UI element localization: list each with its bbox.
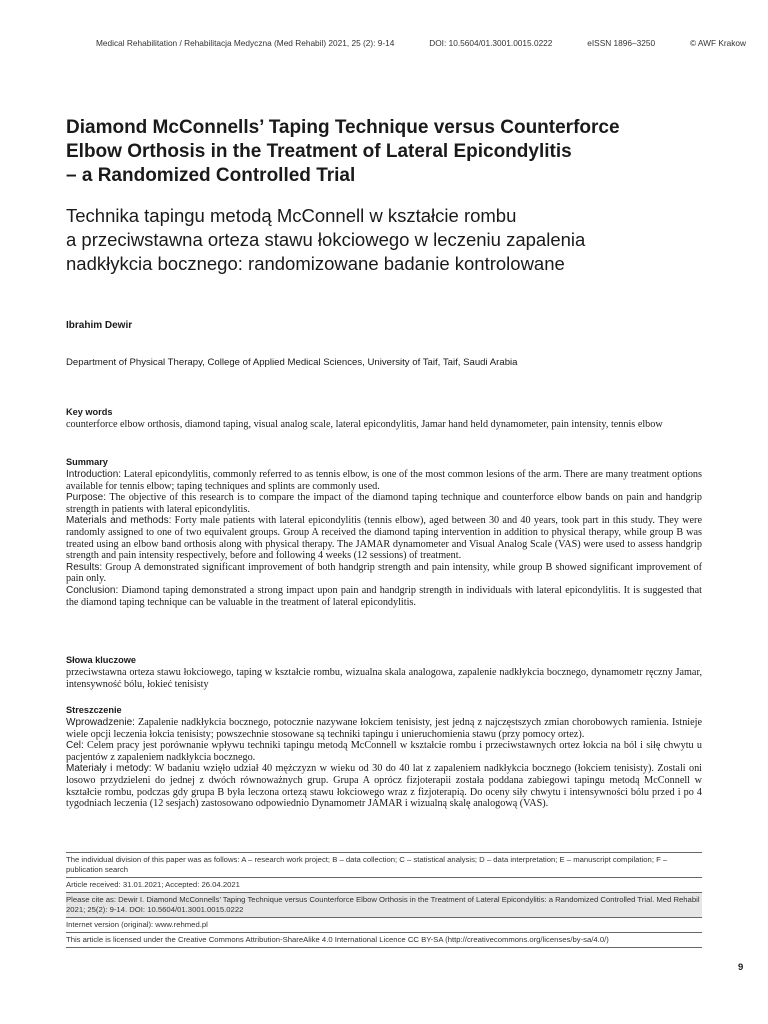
paragraph-label: Results: <box>66 561 103 573</box>
title-english-line: Elbow Orthosis in the Treatment of Lateral Epicondylitis <box>66 141 572 162</box>
summary-paragraph <box>66 585 702 608</box>
internet-version: Internet version (original): www.rehmed.pl <box>66 917 702 932</box>
summary-paragraph <box>66 562 702 585</box>
contribution-statement: The individual division of this paper was as follows: A – research work project; B – data collection; C – statistical analysis; D – data interpretation; E – manuscript compilation; F – publication search <box>66 852 702 877</box>
paragraph-label: Wprowadzenie: <box>66 717 135 728</box>
paragraph-text: Group A demonstrated significant improvement of both handgrip strength and pain intensity, while group B showed significant improvement of pain only. <box>66 561 702 585</box>
paragraph-label: Introduction: <box>66 469 122 480</box>
summary-polish-paragraph <box>66 740 702 763</box>
author-affiliation: Department of Physical Therapy, College of Applied Medical Sciences, University of Taif, Taif, Saudi Arabia <box>66 357 518 368</box>
paragraph-label: Conclusion: <box>66 584 119 596</box>
summary-polish-section <box>66 704 702 810</box>
keywords-polish-text: przeciwstawna orteza stawu łokciowego, taping w kształcie rombu, wizualna skala analogowa, zapalenie nadkłykcia bocznego, dynamometr ręczny Jamar, intensywność bólu, łokieć tenisisty <box>66 667 702 690</box>
license-note: This article is licensed under the Creative Commons Attribution-ShareAlike 4.0 International Licence CC BY-SA (http://creativecommons.org/licenses/by-sa/4.0/) <box>66 932 702 948</box>
author-name: Ibrahim Dewir <box>66 320 133 331</box>
keywords-heading: Key words <box>66 407 113 417</box>
title-polish-line: nadkłykcia bocznego: randomizowane badanie kontrolowane <box>66 253 565 274</box>
paragraph-text: Zapalenie nadkłykcia bocznego, potocznie nazywane łokciem tenisisty, jest jedną z najczęstszych zmian chorobowych ramienia. Istnieje wiele opcji leczenia łokcia tenisisty; powszechnie stosowane są techniki tapingu i unieruchomienia stawu (przy pomocy ortez). <box>66 717 702 740</box>
article-info-box <box>66 852 702 948</box>
keywords-text: counterforce elbow orthosis, diamond taping, visual analog scale, lateral epicondylitis, Jamar hand held dynamometer, pain intensity, tennis elbow <box>66 419 663 430</box>
title-polish-line: a przeciwstawna orteza stawu łokciowego w leczeniu zapalenia <box>66 229 586 250</box>
paragraph-label: Materials and methods: <box>66 515 172 527</box>
paragraph-label: Cel: <box>66 740 84 752</box>
keywords-polish-heading: Słowa kluczowe <box>66 655 136 665</box>
title-english-line: Diamond McConnells’ Taping Technique versus Counterforce <box>66 117 620 138</box>
header-copyright: © AWF Krakow <box>689 38 746 48</box>
summary-paragraph <box>66 515 702 561</box>
citation-note: Please cite as: Dewir I. Diamond McConnells’ Taping Technique versus Counterforce Elbow Orthosis in the Treatment of Lateral Epicondylitis: a Randomized Controlled Trial. Med Rehabil 2021; 25(2): 9-14. DOI: 10.5604/01.3001.0015.0222 <box>66 892 702 917</box>
title-english-line: – a Randomized Controlled Trial <box>66 165 356 186</box>
summary-paragraph <box>66 492 702 515</box>
journal-citation: Medical Rehabilitation / Rehabilitacja Medyczna (Med Rehabil) 2021, 25 (2): 9-14 <box>96 38 395 48</box>
title-polish <box>66 204 726 276</box>
summary-section <box>66 456 702 608</box>
paragraph-text: Diamond taping demonstrated a strong impact upon pain and handgrip strength in individuals with lateral epicondylitis. It is suggested that the diamond taping technique can be valuable in the treatment of lateral epicondylitis. <box>66 584 702 608</box>
keywords-section <box>66 406 702 431</box>
title-polish-line: Technika tapingu metodą McConnell w kształcie rombu <box>66 205 517 226</box>
summary-polish-heading: Streszczenie <box>66 705 122 715</box>
paragraph-label: Materiały i metody: <box>66 763 152 775</box>
title-english <box>66 116 726 188</box>
paragraph-text: Forty male patients with lateral epicondylitis (tennis elbow), aged between 30 and 40 years, took part in this study. They were randomly assigned to one of two equivalent groups. Group A received the diamond taping intervention in addition to physical therapy, while group B was treated using an elbow band orthosis along with physical therapy. The JAMAR dynamometer and Visual Analog Scale (VAS) were used to assess handgrip strength and pain intensity respectively, before and following 4 weeks (12 sessions) of treatment. <box>66 515 702 562</box>
summary-polish-paragraph <box>66 717 702 740</box>
paragraph-text: Lateral epicondylitis, commonly referred to as tennis elbow, is one of the most common lesions of the arm. There are many treatment options available for tennis elbow; taping techniques and splints are commonly used. <box>66 469 702 492</box>
keywords-polish-section <box>66 654 702 690</box>
paragraph-text: The objective of this research is to compare the impact of the diamond taping technique and counterforce elbow bands on pain and handgrip strength in patients with lateral epicondylitis. <box>66 492 702 515</box>
summary-polish-paragraph <box>66 763 702 809</box>
summary-paragraph <box>66 469 702 492</box>
running-header <box>96 38 746 48</box>
header-eissn: eISSN 1896–3250 <box>587 38 656 48</box>
paragraph-text: W badaniu wzięło udział 40 mężczyzn w wieku od 30 do 40 lat z zapaleniem nadkłykcia bocznego (łokciem tenisisty). Zostali oni losowo przydzieleni do jednej z dwóch równoważnych grup. Grupa A oprócz fizjoterapii została poddana zabiegowi tapingu metodą McConnell w kształcie rombu, podczas gdy grupa B była leczona ortezą stawu łokciowego wraz z fizjoterapią. Do oceny siły chwytu i intensywności bólu przed i po 4 tygodniach leczenia (12 sesjach) zastosowano odpowiednio Dynamometr JAMAR i wizualną skalę analogową (VAS). <box>66 763 702 810</box>
article-dates: Article received: 31.01.2021; Accepted: 26.04.2021 <box>66 877 702 892</box>
summary-heading: Summary <box>66 457 108 467</box>
paragraph-label: Purpose: <box>66 492 107 504</box>
header-doi: DOI: 10.5604/01.3001.0015.0222 <box>429 38 553 48</box>
page-number: 9 <box>738 962 744 973</box>
paragraph-text: Celem pracy jest porównanie wpływu techniki tapingu metodą McConnell w kształcie rombu i przeciwstawnych ortez łokcia na ból i siłę chwytu u pacjentów z zapaleniem nadkłykcia bocznego. <box>66 740 702 763</box>
